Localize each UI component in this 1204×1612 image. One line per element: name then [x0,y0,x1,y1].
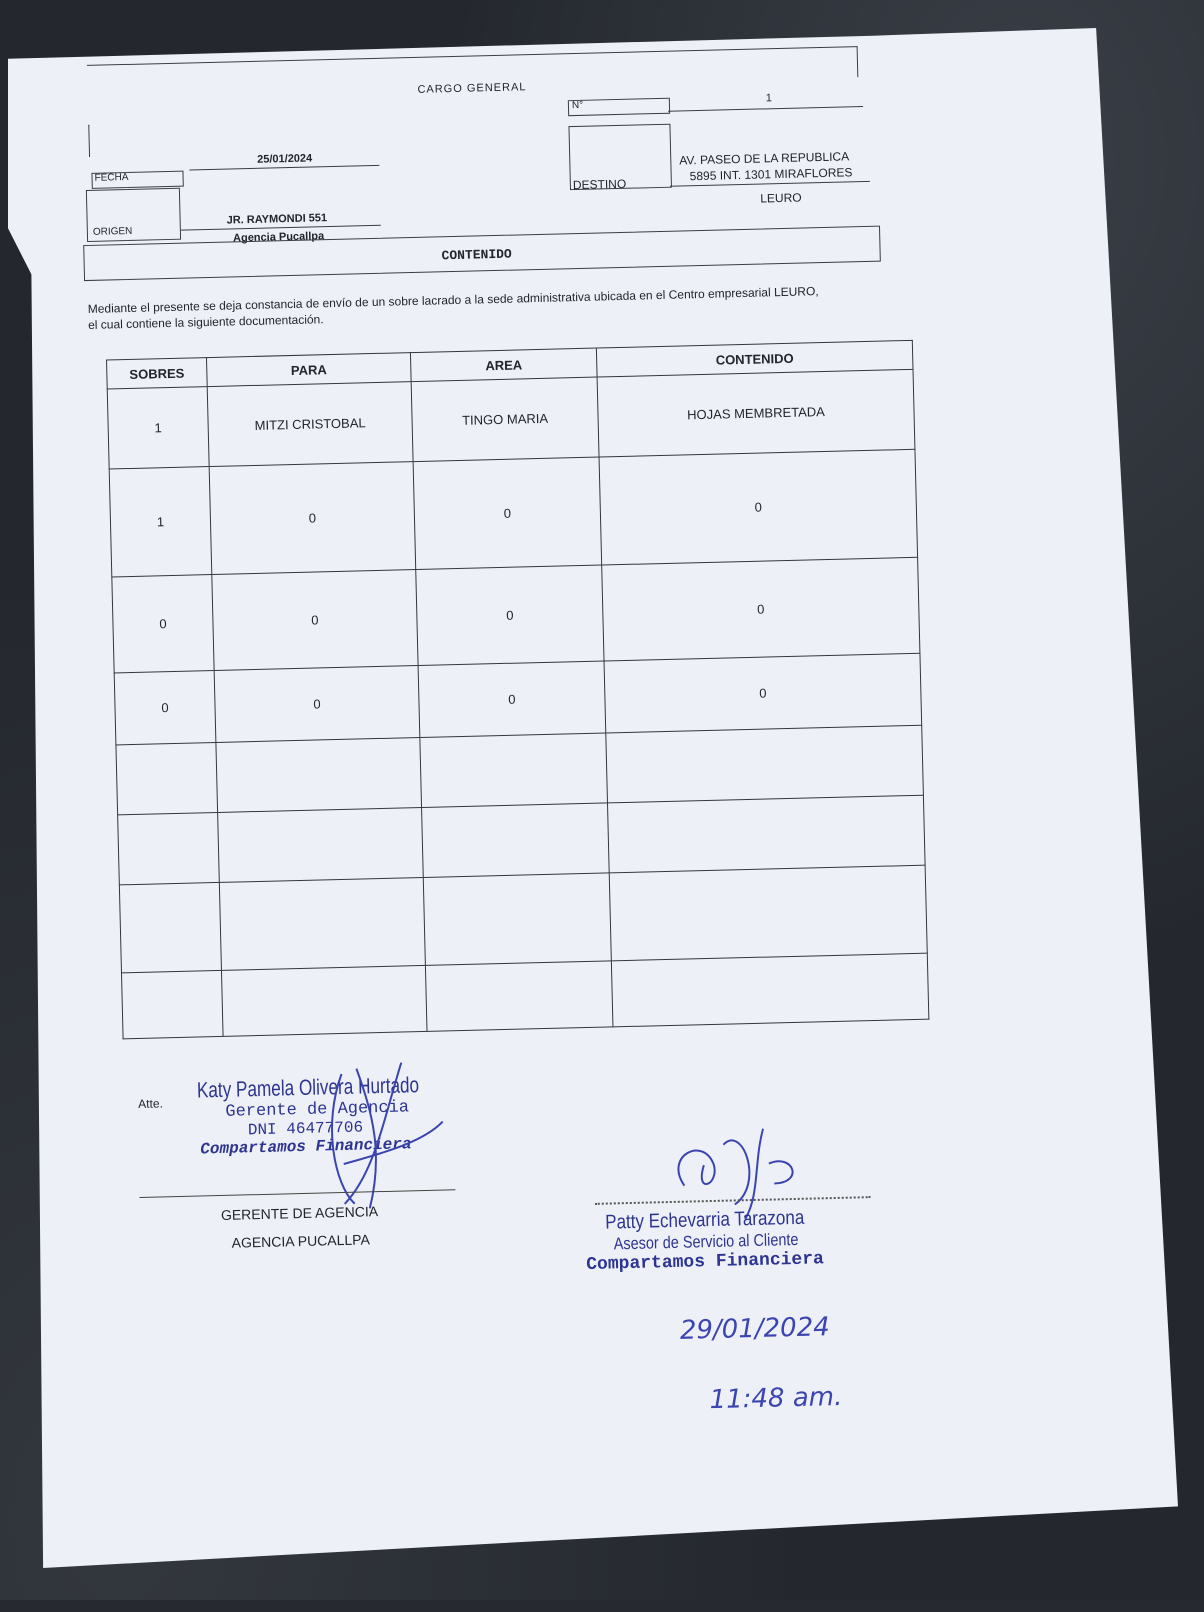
stamp-right-name: Patty Echevarria Tarazona [604,1206,805,1234]
cell-sobres: 0 [112,575,214,673]
fecha-value: 25/01/2024 [257,152,313,166]
cell-area: 0 [413,457,602,570]
cell-area [425,961,613,1032]
header-area: AREA [410,348,597,382]
contenido-title: CONTENIDO [441,246,512,264]
numero-line [668,106,863,112]
cell-para: 0 [209,462,416,575]
table-row [109,449,917,577]
cell-contenido: 0 [602,557,920,661]
destino-line3: LEURO [760,190,802,206]
cell-contenido: HOJAS MEMBRETADA [597,369,915,457]
cell-contenido [606,725,924,803]
cell-contenido [611,953,929,1027]
destino-line2: 5895 INT. 1301 MIRAFLORES [689,165,853,184]
cell-contenido [609,865,927,961]
cell-area: 0 [418,661,606,738]
intro-line1: Mediante el presente se deja constancia de envío de un sobre lacrado a la sede administrativa ubicada en el Centro empresarial LEURO, [87,284,819,316]
stamp-left-role: Gerente de Agencia [225,1098,410,1122]
cell-sobres [118,812,220,884]
header-para: PARA [206,353,411,387]
cell-area [423,873,611,966]
handwritten-date: 29/01/2024 [679,1312,831,1346]
atte-label: Atte. [138,1096,164,1111]
cell-sobres: 1 [107,387,209,469]
numero-label: N° [571,99,584,112]
destino-label: DESTINO [572,176,627,193]
cell-contenido [607,795,925,873]
stamp-right-role: Asesor de Servicio al Cliente [613,1229,799,1254]
destino-line1: AV. PASEO DE LA REPUBLICA [679,149,850,168]
cell-area: TINGO MARIA [411,377,599,462]
fecha-frame [88,125,90,157]
stamp-left-dni: DNI 46477706 [247,1118,364,1140]
cell-para [221,965,427,1036]
numero-value: 1 [765,92,773,105]
fecha-label: FECHA [94,171,129,184]
stamp-left-name: Katy Pamela Olivera Hurtado [196,1072,420,1103]
left-role: GERENTE DE AGENCIA [220,1203,379,1223]
header-contenido: CONTENIDO [596,340,913,377]
doc-title: CARGO GENERAL [417,81,527,96]
origen-agency: Agencia Pucallpa [232,230,325,245]
cell-para: 0 [214,666,420,743]
cell-para [219,877,425,970]
cell-contenido: 0 [604,653,922,733]
origen-address: JR. RAYMONDI 551 [226,212,328,227]
cell-sobres [119,882,221,972]
header-sobres: SOBRES [107,358,208,389]
cell-area [422,803,610,878]
fecha-line [189,165,379,171]
cell-para: 0 [212,570,418,671]
origen-line [181,225,381,231]
left-office: AGENCIA PUCALLPA [231,1231,371,1251]
handwritten-time: 11:48 am. [709,1381,843,1416]
cell-area [420,733,608,808]
stamp-left-company: Compartamos Financiera [200,1135,412,1159]
origen-label: ORIGEN [92,225,133,238]
stamp-right [586,1205,896,1276]
cell-sobres: 1 [109,467,212,577]
shipment-table [106,340,929,1040]
cell-contenido: 0 [599,449,918,565]
cell-sobres: 0 [114,671,216,745]
cell-para: MITZI CRISTOBAL [207,382,413,467]
cell-para [216,737,422,812]
intro-line2: el cual contiene la siguiente documentación. [87,312,324,332]
cell-area: 0 [416,565,604,666]
cell-para [218,807,424,882]
stamp-right-company: Compartamos Financiera [586,1249,825,1276]
cell-sobres [116,742,218,814]
cell-sobres [121,970,223,1038]
